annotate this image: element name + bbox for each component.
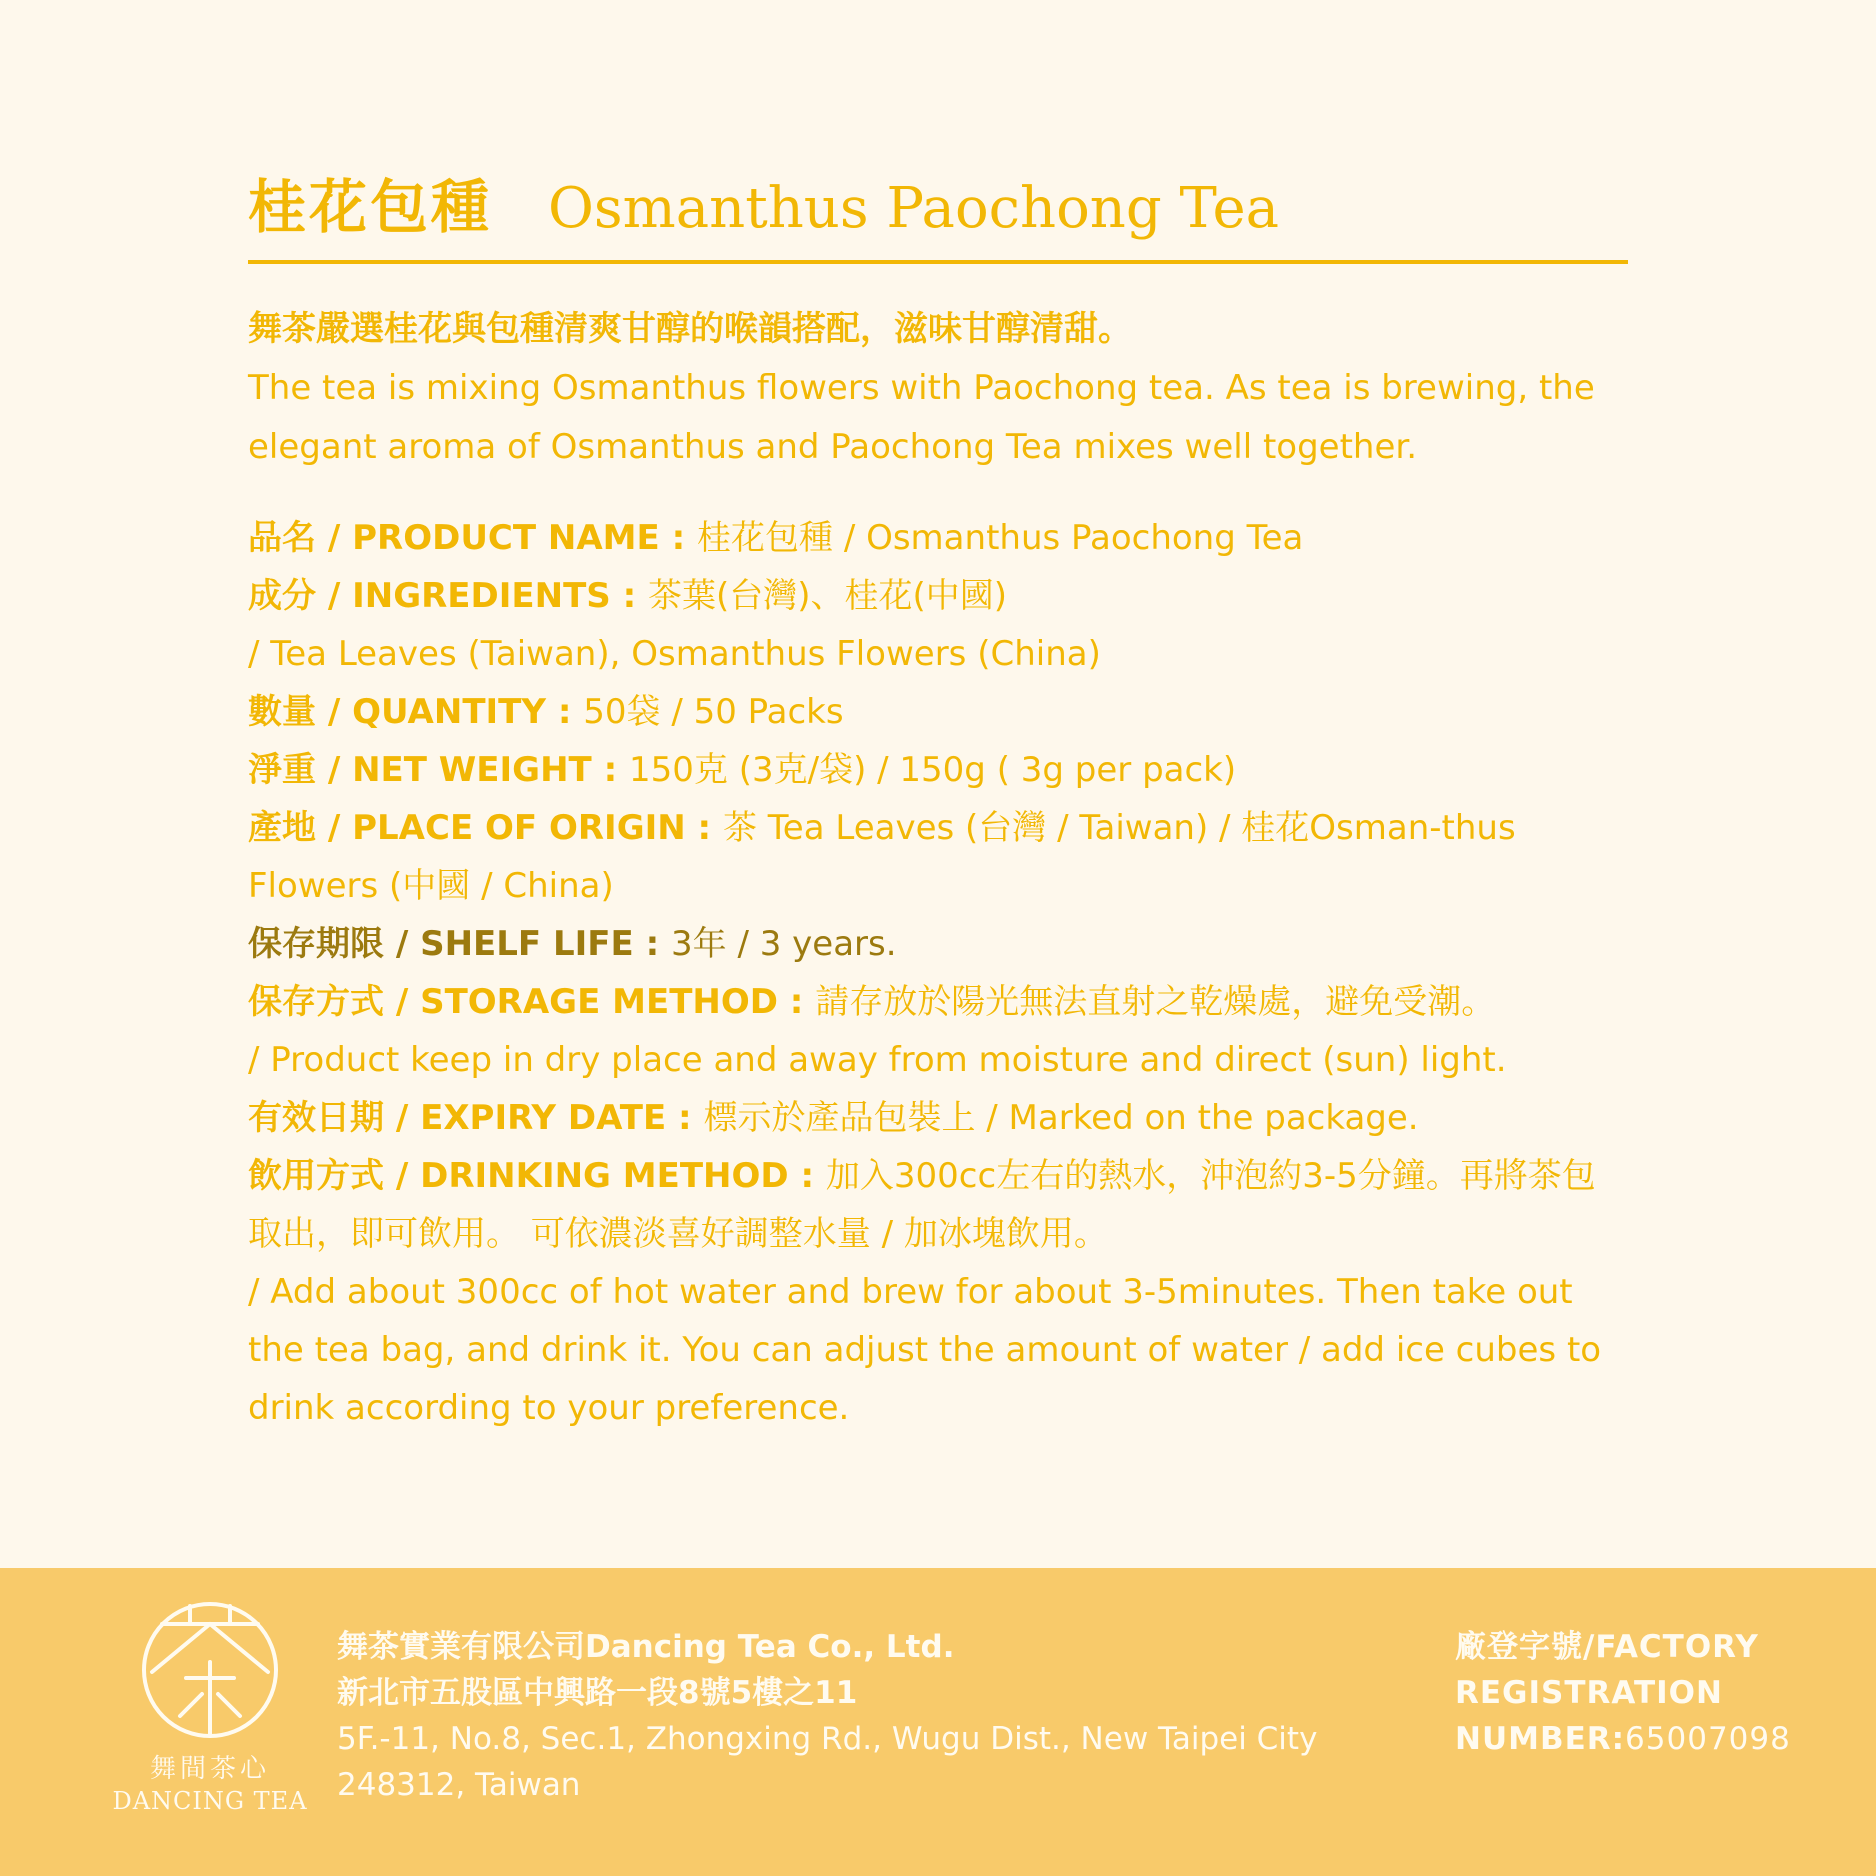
spec-value: / Add about 300cc of hot water and brew for about 3-5minutes. Then take out the tea bag, and drink it. You can adjust the amount of water / add ice cubes to drink according to your preference. [248, 1272, 1602, 1428]
brand-logo [100, 1600, 320, 1815]
spec-net-weight [248, 741, 1628, 799]
logo-text-zh: 舞間茶心 [149, 1754, 270, 1784]
title-zh: 桂花包種 [248, 173, 493, 241]
spec-value: / Product keep in dry place and away from moisture and direct (sun) light. [248, 1040, 1507, 1080]
spec-value: 加入300cc左右的熱水，沖泡約3-5分鐘。再將茶包取出，即可飲用。 可依濃淡喜好調整水量 / 加冰塊飲用。 [248, 1156, 1596, 1254]
spec-ingredients-en [248, 625, 1628, 683]
spec-value: / Tea Leaves (Taiwan), Osmanthus Flowers (China) [248, 634, 1101, 674]
logo-text-en: DANCING TEA [112, 1787, 308, 1815]
footer [0, 1568, 1876, 1876]
factory-registration [1455, 1624, 1835, 1762]
company-address-zh: 新北市五股區中興路一段8號5樓之11 [337, 1675, 858, 1711]
tea-logo-icon [140, 1600, 280, 1740]
spec-label: 產地 / PLACE OF ORIGIN : [248, 808, 723, 848]
description-en: The tea is mixing Osmanthus flowers with Paochong tea. As tea is brewing, the elegant aroma of Osmanthus and Paochong Tea mixes well together. [248, 368, 1595, 467]
product-info [248, 160, 1628, 1437]
spec-label: 有效日期 / EXPIRY DATE : [248, 1098, 704, 1138]
spec-value: 150克 (3克/袋) / 150g ( 3g per pack) [629, 750, 1237, 790]
title-en: Osmanthus Paochong Tea [548, 176, 1280, 241]
spec-ingredients [248, 567, 1628, 625]
title-row [248, 160, 1628, 264]
spec-storage [248, 973, 1628, 1031]
factory-label: 廠登字號/FACTORY REGISTRATION NUMBER: [1455, 1629, 1759, 1757]
company-address-en: 5F.-11, No.8, Sec.1, Zhongxing Rd., Wugu Dist., New Taipei City 248312, Taiwan [337, 1721, 1318, 1803]
spec-value: 標示於產品包裝上 / Marked on the package. [703, 1098, 1419, 1138]
spec-drinking [248, 1147, 1628, 1263]
spec-value: 請存放於陽光無法直射之乾燥處，避免受潮。 [815, 982, 1496, 1022]
spec-product-name [248, 509, 1628, 567]
spec-storage-en [248, 1031, 1628, 1089]
spec-drinking-en [248, 1263, 1628, 1437]
spec-value: 茶 Tea Leaves (台灣 / Taiwan) / 桂花Osman-thus Flowers (中國 / China) [248, 808, 1516, 906]
spec-label: 淨重 / NET WEIGHT : [248, 750, 630, 790]
factory-number: 65007098 [1625, 1721, 1791, 1757]
spec-value: 茶葉(台灣)、桂花(中國) [648, 576, 1008, 616]
spec-expiry [248, 1089, 1628, 1147]
spec-quantity [248, 683, 1628, 741]
spec-label: 飲用方式 / DRINKING METHOD : [248, 1156, 826, 1196]
description-zh: 舞茶嚴選桂花與包種清爽甘醇的喉韻搭配，滋味甘醇清甜。 [248, 309, 1132, 349]
spec-value: 桂花包種 / Osmanthus Paochong Tea [697, 518, 1304, 558]
spec-list [248, 509, 1628, 1437]
spec-label: 成分 / INGREDIENTS : [248, 576, 649, 616]
spec-label: 保存期限 / SHELF LIFE : [248, 924, 672, 964]
spec-origin [248, 799, 1628, 915]
company-info [337, 1624, 1427, 1808]
spec-shelf-life [248, 915, 1628, 973]
description [248, 300, 1628, 477]
spec-label: 數量 / QUANTITY : [248, 692, 584, 732]
spec-label: 品名 / PRODUCT NAME : [248, 518, 698, 558]
spec-label: 保存方式 / STORAGE METHOD : [248, 982, 816, 1022]
spec-value: 50袋 / 50 Packs [583, 692, 844, 732]
spec-value: 3年 / 3 years. [671, 924, 897, 964]
company-name: 舞茶實業有限公司Dancing Tea Co., Ltd. [337, 1629, 955, 1665]
